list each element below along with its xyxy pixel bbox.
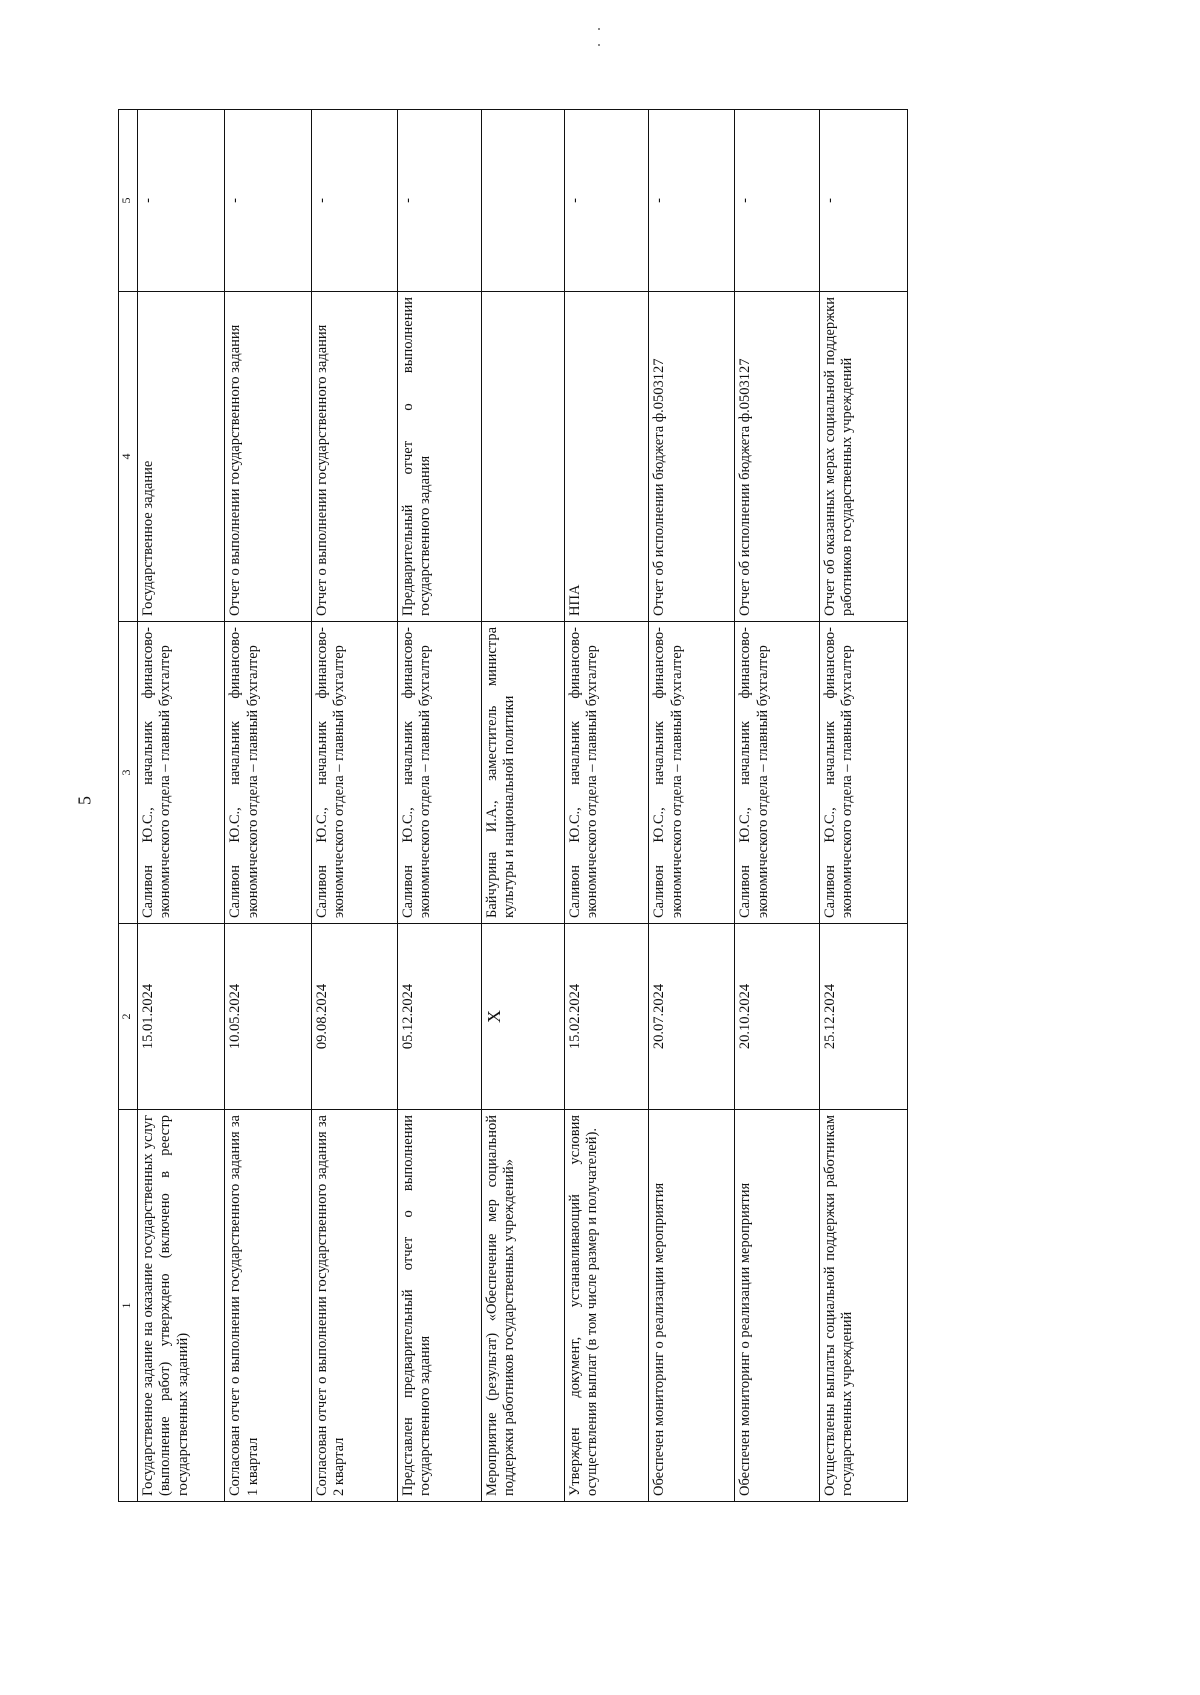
notes-cell: - [735,110,819,292]
result-description-cell: Осуществлены выплаты социальной поддержки работникам государственных учреждений [819,1110,908,1502]
date-cell: 20.07.2024 [649,924,735,1110]
document-type-cell [481,292,564,622]
header-row [119,110,138,1502]
responsible-person-cell: Саливон Ю.С., начальник финансово-экономического отдела – главный бухгалтер [649,622,735,924]
result-description-cell: Представлен предварительный отчет о выполнении государственного задания [397,1110,481,1502]
table-row [565,110,649,1502]
notes-cell: - [397,110,481,292]
notes-cell: - [565,110,649,292]
column-header-2: 2 [119,924,138,1110]
table-row [397,110,481,1502]
result-description-cell: Мероприятие (результат) «Обеспечение мер социальной поддержки работников государственных учреждений» [481,1110,564,1502]
result-description-cell: Утвержден документ, устанавливающий условия осуществления выплат (в том числе размер и получателей). [565,1110,649,1502]
notes-cell: - [138,110,225,292]
document-type-cell: Отчет о выполнении государственного задания [311,292,397,622]
responsible-person-cell: Байчурина И.А., заместитель министра культуры и национальной политики [481,622,564,924]
document-type-cell: Отчет об исполнении бюджета ф.0503127 [735,292,819,622]
table-row [649,110,735,1502]
notes-cell: - [225,110,311,292]
notes-cell: - [819,110,908,292]
document-type-cell: Предварительный отчет о выполнении государственного задания [397,292,481,622]
document-type-cell: Государственное задание [138,292,225,622]
scan-speck [598,44,600,46]
table-row [225,110,311,1502]
table-row [481,110,564,1502]
document-type-cell: НПА [565,292,649,622]
table-row [138,110,225,1502]
date-cell: Х [481,924,564,1110]
date-cell: 20.10.2024 [735,924,819,1110]
responsible-person-cell: Саливон Ю.С., начальник финансово-экономического отдела – главный бухгалтер [735,622,819,924]
table-row [819,110,908,1502]
document-type-cell: Отчет о выполнении государственного задания [225,292,311,622]
responsible-person-cell: Саливон Ю.С., начальник финансово-экономического отдела – главный бухгалтер [311,622,397,924]
date-cell: 25.12.2024 [819,924,908,1110]
column-header-3: 3 [119,622,138,924]
date-cell: 09.08.2024 [311,924,397,1110]
document-type-cell: Отчет об исполнении бюджета ф.0503127 [649,292,735,622]
result-description-cell: Обеспечен мониторинг о реализации мероприятия [735,1110,819,1502]
responsible-person-cell: Саливон Ю.С., начальник финансово-экономического отдела – главный бухгалтер [138,622,225,924]
scan-speck [598,28,600,30]
document-type-cell: Отчет об оказанных мерах социальной поддержки работников государственных учреждений [819,292,908,622]
table-row [311,110,397,1502]
notes-cell [481,110,564,292]
date-cell: 10.05.2024 [225,924,311,1110]
result-description-cell: Государственное задание на оказание государственных услуг (выполнение работ) утверждено (включено в реестр государственных заданий) [138,1110,225,1502]
result-description-cell: Обеспечен мониторинг о реализации мероприятия [649,1110,735,1502]
date-cell: 15.01.2024 [138,924,225,1110]
responsible-person-cell: Саливон Ю.С., начальник финансово-экономического отдела – главный бухгалтер [225,622,311,924]
responsible-person-cell: Саливон Ю.С., начальник финансово-экономического отдела – главный бухгалтер [565,622,649,924]
responsible-person-cell: Саливон Ю.С., начальник финансово-экономического отдела – главный бухгалтер [397,622,481,924]
rotated-table-wrapper [118,110,908,1502]
notes-cell: - [311,110,397,292]
column-header-1: 1 [119,1110,138,1502]
result-description-cell: Согласован отчет о выполнении государственного задания за 1 квартал [225,1110,311,1502]
column-header-5: 5 [119,110,138,292]
date-cell: 15.02.2024 [565,924,649,1110]
table-row [735,110,819,1502]
notes-cell: - [649,110,735,292]
date-cell: 05.12.2024 [397,924,481,1110]
responsible-person-cell: Саливон Ю.С., начальник финансово-экономического отдела – главный бухгалтер [819,622,908,924]
column-header-4: 4 [119,292,138,622]
page-number: 5 [74,796,95,805]
result-description-cell: Согласован отчет о выполнении государственного задания за 2 квартал [311,1110,397,1502]
schedule-table [118,109,908,1502]
